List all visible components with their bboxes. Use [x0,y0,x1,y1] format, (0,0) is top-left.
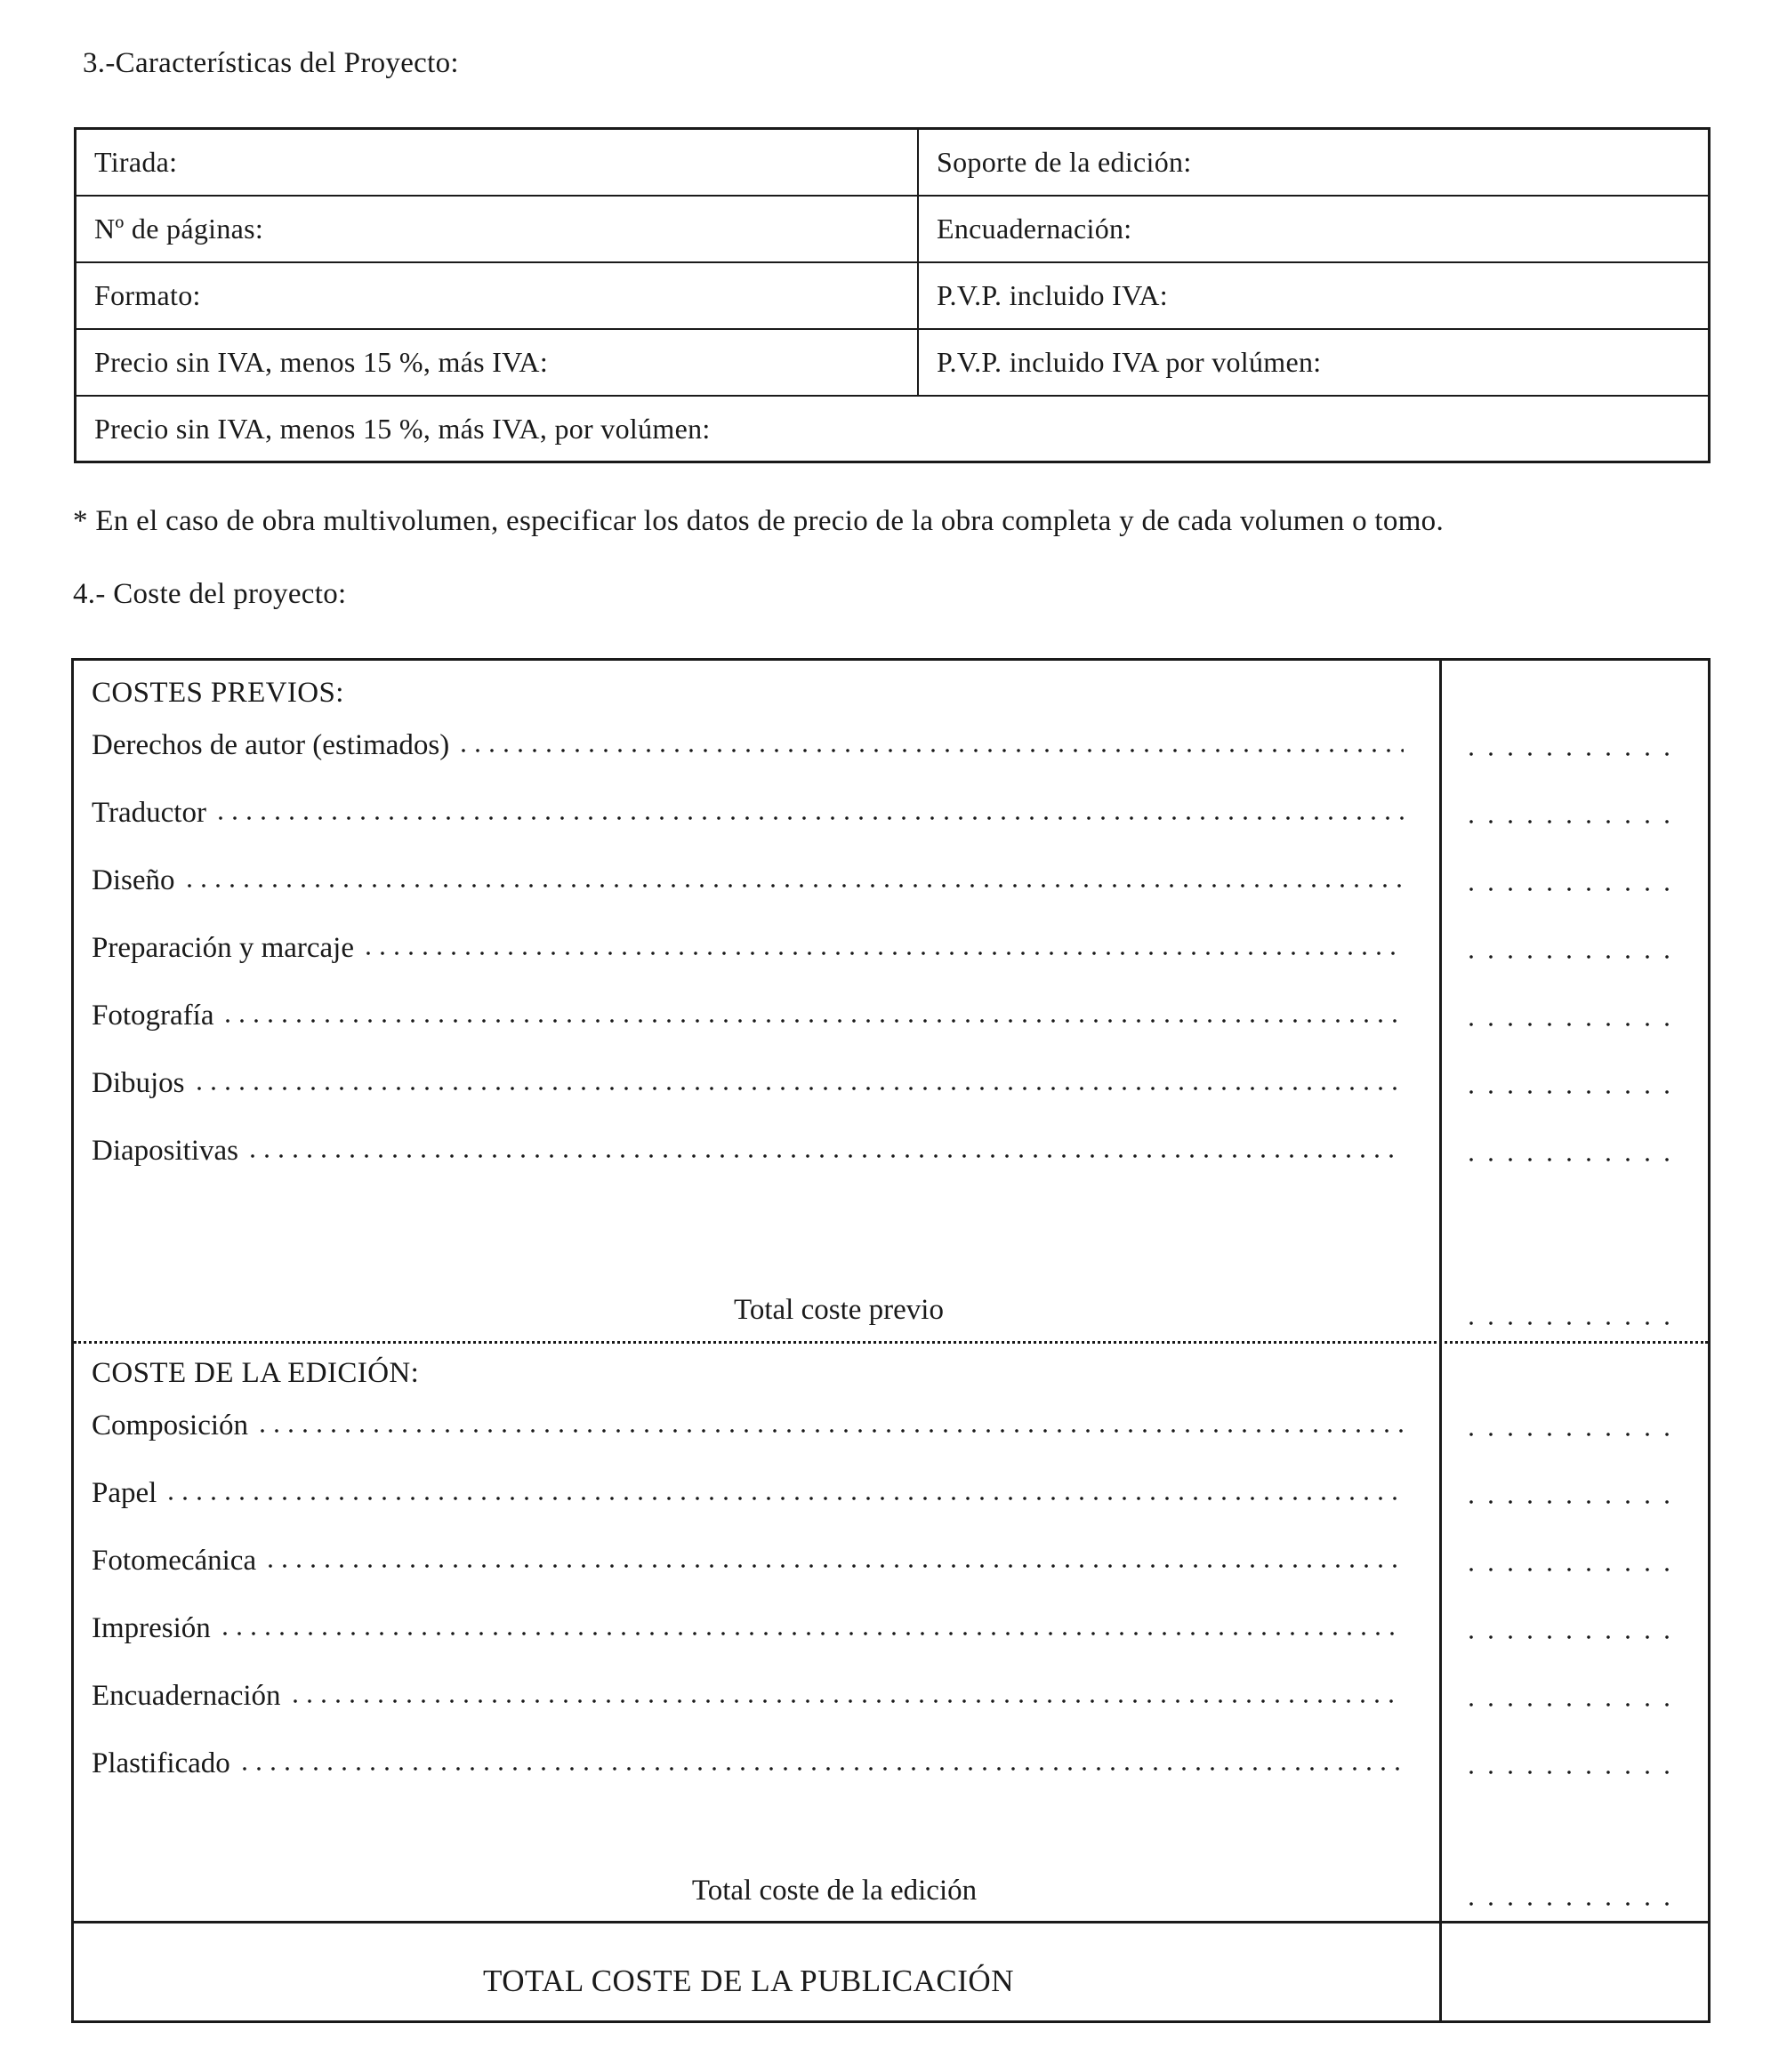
cost-label: Dibujos [92,1067,185,1099]
cost-label: Diseño [92,864,175,896]
amount-field[interactable] [1461,1498,1679,1506]
cost-row-fotomecanica [92,1538,1430,1578]
section-divider [74,1921,1708,1923]
cost-label: Preparación y marcaje [92,932,355,964]
dot-leader [182,881,1405,890]
section-3-heading: 3.-Características del Proyecto: [83,47,459,79]
pvp-iva-volumen-field[interactable]: P.V.P. incluido IVA por volúmen: [937,346,1322,378]
amount-field[interactable] [1461,1633,1679,1642]
precio-sin-iva-field[interactable]: Precio sin IVA, menos 15 %, más IVA: [76,330,919,395]
costes-previos-title: COSTES PREVIOS: [92,677,344,709]
table-row [76,130,1708,197]
tirada-field[interactable]: Tirada: [76,130,919,195]
cost-row-impresion [92,1606,1430,1645]
cost-row-composicion [92,1403,1430,1442]
cost-label: Diapositivas [92,1135,238,1167]
total-coste-previo-label: Total coste previo [734,1294,944,1326]
dot-leader [237,1764,1404,1773]
amount-field[interactable] [1461,952,1679,961]
coste-edicion-title: COSTE DE LA EDICIÓN: [92,1357,420,1389]
cost-label: Traductor [92,797,206,829]
cost-row-diseno [92,858,1430,897]
project-characteristics-table [74,127,1711,463]
dot-leader [263,1562,1404,1570]
cost-row-traductor [92,791,1430,830]
amount-field[interactable] [1461,1768,1679,1777]
cost-row-derechos [92,723,1430,762]
dot-leader [192,1084,1404,1093]
soporte-edicion-field[interactable]: Soporte de la edición: [937,146,1192,178]
cost-label: Encuadernación [92,1680,281,1712]
dot-leader [255,1426,1404,1435]
cost-row-plastificado [92,1741,1430,1780]
amount-field[interactable] [1461,1155,1679,1164]
precio-sin-iva-volumen-field[interactable]: Precio sin IVA, menos 15 %, más IVA, por volúmen: [94,412,711,445]
cost-row-papel [92,1471,1430,1510]
multivolume-note: * En el caso de obra multivolumen, especificar los datos de precio de la obra completa y de cada volumen o tomo. [73,505,1445,537]
total-coste-previo-field[interactable] [1461,1319,1679,1328]
cost-label: Fotografía [92,1000,214,1032]
cost-row-fotografia [92,993,1430,1032]
formato-field[interactable]: Formato: [76,263,919,328]
total-coste-edicion-field[interactable] [1461,1899,1679,1908]
cost-label: Impresión [92,1612,211,1644]
amount-field[interactable] [1461,885,1679,894]
num-paginas-field[interactable]: Nº de páginas: [76,197,919,261]
dot-leader [246,1152,1404,1160]
amount-field[interactable] [1461,1088,1679,1096]
cost-row-dibujos [92,1061,1430,1100]
table-row [76,263,1708,330]
amount-field[interactable] [1461,1020,1679,1029]
cost-row-preparacion [92,926,1430,965]
table-row [76,330,1708,397]
cost-label: Composición [92,1409,249,1442]
cost-label: Plastificado [92,1747,230,1779]
dot-leader [218,1629,1404,1638]
dot-leader [456,746,1404,755]
section-divider [74,1341,1708,1344]
project-cost-table [71,658,1711,2023]
amount-field[interactable] [1461,750,1679,759]
dot-leader [288,1697,1404,1706]
total-coste-edicion-label: Total coste de la edición [691,1875,978,1907]
amount-field[interactable] [1461,817,1679,826]
section-4-heading: 4.- Coste del proyecto: [73,578,347,610]
cost-row-encuadernacion [92,1674,1430,1713]
cost-label: Derechos de autor (estimados) [92,729,450,761]
dot-leader [213,814,1404,823]
dot-leader [221,1016,1404,1025]
amount-field[interactable] [1461,1565,1679,1574]
total-coste-publicacion-label: TOTAL COSTE DE LA PUBLICACIÓN [483,1964,1014,1998]
amount-field[interactable] [1461,1700,1679,1709]
pvp-iva-field[interactable]: P.V.P. incluido IVA: [937,279,1168,311]
dot-leader [164,1494,1404,1503]
cost-label: Fotomecánica [92,1545,257,1577]
encuadernacion-field[interactable]: Encuadernación: [937,213,1132,245]
cost-row-diapositivas [92,1128,1430,1168]
dot-leader [361,949,1404,958]
cost-label: Papel [92,1477,157,1509]
table-row [76,197,1708,263]
table-row [76,397,1708,461]
amount-field[interactable] [1461,1430,1679,1439]
